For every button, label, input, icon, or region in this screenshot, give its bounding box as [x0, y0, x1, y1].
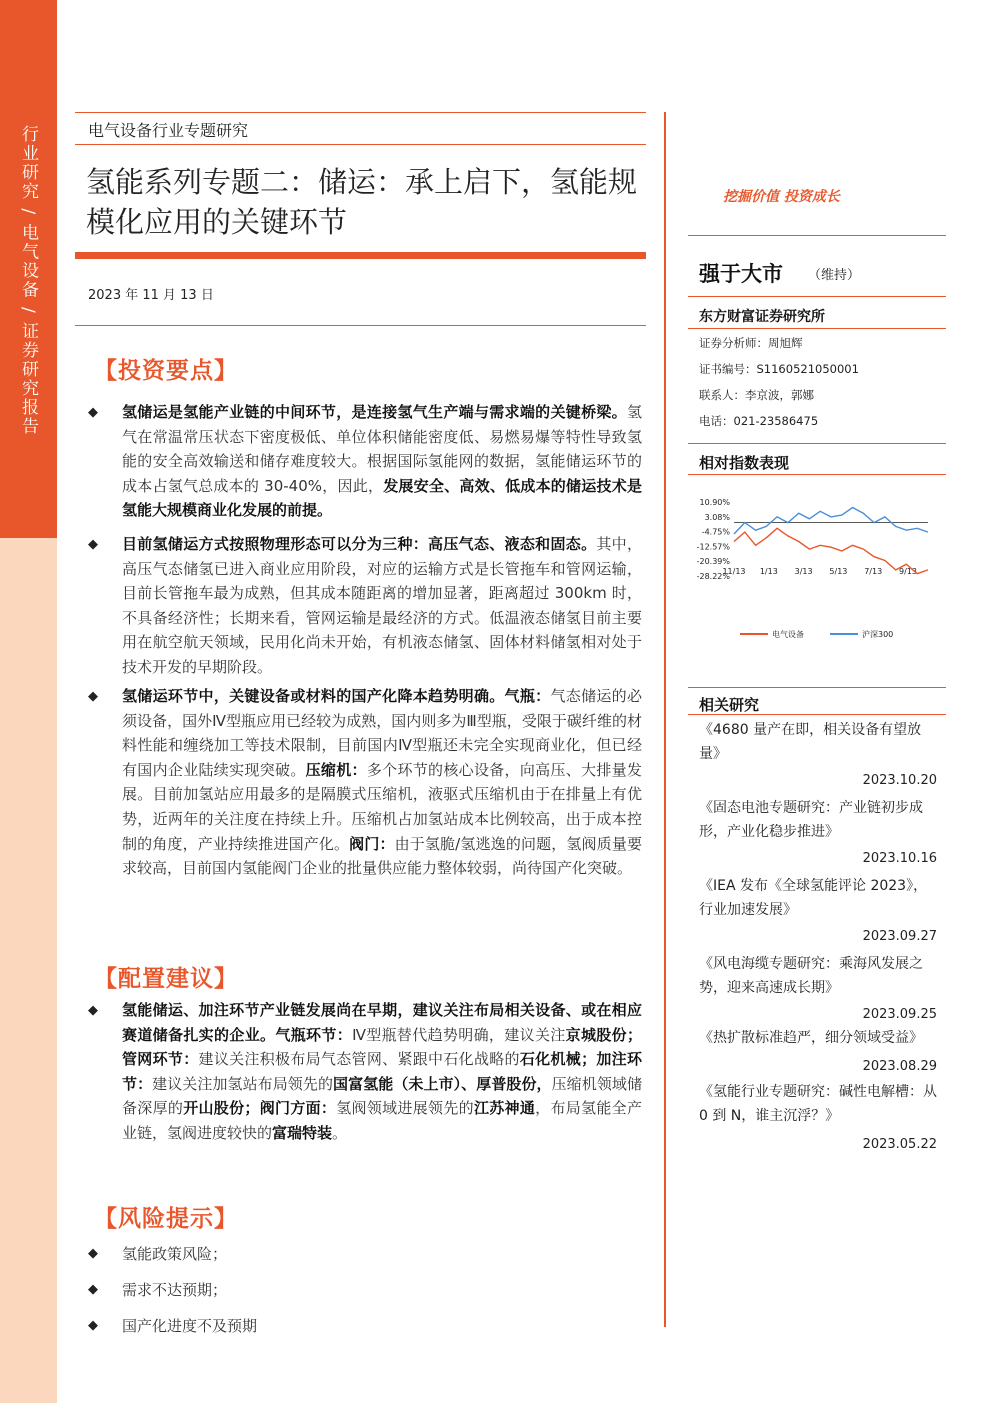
diamond-icon: ◆ [88, 1318, 98, 1333]
related-report-date: 2023.08.29 [862, 1059, 937, 1074]
index-underline [688, 474, 946, 475]
diamond-icon: ◆ [88, 1282, 98, 1297]
config-bold: 石化机械；加注环节： [122, 1050, 642, 1093]
config-paragraph [122, 998, 642, 1146]
date-rule [75, 325, 646, 326]
config-bold: 氢能储运、加注环节产业链发展尚在早期，建议关注布局相关设备、或在相应赛道储备扎实的企业。气瓶环节： [122, 1001, 642, 1044]
slogan: 挖掘价值 投资成长 [723, 189, 840, 205]
related-report-title[interactable]: 《固态电池专题研究：产业链初步成形，产业化稳步推进》 [699, 800, 923, 840]
related-report-title[interactable]: 《风电海缆专题研究：乘海风发展之势，迎来高速成长期》 [699, 956, 923, 996]
section-head-invest: 【投资要点】 [94, 358, 238, 384]
series-line-1 [734, 508, 928, 535]
column-divider [664, 112, 666, 1327]
config-bold: 国富氢能（未上市）、厚普股份， [333, 1074, 552, 1093]
bullet-bold: 氢储运是氢能产业链的中间环节，是连接氢气生产端与需求端的关键桥梁。 [122, 403, 627, 421]
related-report-title[interactable]: 《氢能行业专题研究：碱性电解槽：从 0 到 N，谁主沉浮？》 [699, 1084, 937, 1124]
config-bold: 京城股份；管网环节： [122, 1025, 642, 1069]
y-tick-label: -12.57% [696, 542, 730, 552]
y-tick-label: -4.75% [701, 527, 730, 537]
related-report-date: 2023.09.27 [862, 929, 937, 944]
x-tick-label: 5/13 [829, 567, 848, 576]
bullet-bold: 阀门： [349, 834, 395, 853]
related-report-date: 2023.05.22 [862, 1137, 937, 1152]
diamond-icon: ◆ [88, 405, 98, 420]
section-head-risk: 【风险提示】 [94, 1206, 238, 1232]
y-tick-label: 10.90% [699, 498, 730, 507]
diamond-icon: ◆ [88, 537, 98, 552]
top-rule [75, 112, 646, 113]
y-tick-label: 3.08% [704, 512, 730, 522]
config-text: 建议关注加氢站布局领先的 [152, 1074, 334, 1093]
rating: 强于大市 [699, 262, 783, 286]
config-text: 氢阀领域进展领先的 [336, 1099, 474, 1118]
config-text: Ⅳ型瓶替代趋势明确，建议关注 [352, 1025, 566, 1044]
firm-underline [688, 328, 946, 329]
related-heading: 相关研究 [699, 696, 760, 714]
related-report-title[interactable]: 《IEA 发布《全球氢能评论 2023》，行业加速发展》 [699, 878, 928, 918]
bullet-bold: 氢储运环节中，关键设备或材料的国产化降本趋势明确。气瓶： [122, 687, 551, 705]
category-rule [75, 144, 646, 145]
invest-bullet-3 [122, 684, 642, 881]
sidebar-label: 行业研究 / 电气设备 / 证券研究报告 [18, 125, 38, 437]
y-tick-label: -28.22% [696, 572, 730, 581]
invest-bullet-1 [122, 400, 642, 523]
index-rule [688, 443, 946, 444]
bullet-bold: 发展安全、高效、低成本的储运技术是氢能大规模商业化发展的前提。 [122, 476, 642, 520]
rating-status: （维持） [808, 268, 861, 283]
bullet-bold: 目前氢储运方式按照物理形态可以分为三种：高压气态、液态和固态。 [122, 535, 597, 553]
config-text: 。 [332, 1123, 348, 1142]
bullet-text: 氢气在常温常压状态下密度极低、单位体积储能密度低、易燃易爆等特性导致氢能的安全高效输送和储存难度较大。根据国际氢能网的数据，氢能储运环节的成本占氢气总成本的 30-40%，因此， [122, 403, 642, 495]
bullet-bold: 压缩机： [305, 760, 367, 779]
report-category: 电气设备行业专题研究 [88, 121, 249, 140]
related-report-title[interactable]: 《4680 量产在即，相关设备有望放量》 [699, 722, 922, 762]
invest-bullet-2 [122, 532, 642, 680]
x-tick-label: 7/13 [864, 567, 883, 576]
relative-index-chart [682, 488, 942, 648]
analyst: 证券分析师：周旭辉 [699, 336, 803, 350]
diamond-icon: ◆ [88, 689, 98, 704]
legend-label: 沪深300 [862, 630, 894, 639]
bullet-text: 气态储运的必须设备，国外Ⅳ型瓶应用已经较为成熟，国内则多为Ⅲ型瓶，受限于碳纤维的材料性能和缠绕加工等技术限制，目前国内Ⅳ型瓶还未完全实现商业化，但已经有国内企业陆续实现突破。 [122, 687, 642, 779]
x-tick-label: 9/13 [899, 567, 917, 576]
bullet-text: 由于氢脆/氢逃逸的问题，氢阀质量要求较高，目前国内氢能阀门企业的批量供应能力整体较弱，尚待国产化突破。 [122, 834, 642, 878]
related-report-title[interactable]: 《热扩散标准趋严，细分领域受益》 [699, 1030, 923, 1046]
y-tick-label: -20.39% [696, 557, 730, 567]
x-tick-label: 3/13 [794, 567, 813, 576]
diamond-icon: ◆ [88, 1246, 98, 1261]
legend-label: 电气设备 [772, 630, 804, 639]
firm-rule [688, 296, 946, 297]
rating-rule [688, 235, 946, 236]
config-bold: 富瑞特装 [272, 1123, 333, 1142]
report-title: 氢能系列专题二：储运：承上启下，氢能规模化应用的关键环节 [86, 165, 638, 239]
risk-item: 氢能政策风险； [122, 1245, 228, 1263]
sidebar-lower [0, 538, 57, 1403]
diamond-icon: ◆ [88, 1003, 98, 1018]
x-tick-label: 11/13 [722, 567, 746, 576]
title-bar [75, 252, 646, 259]
bullet-text: 多个环节的核心设备，向高压、大排量发展。目前加氢站应用最多的是隔膜式压缩机，液驱式压缩机由于在排量上有优势，近两年的关注度在持续上升。压缩机占加氢站成本比例较高，出于成本控制的角度，产业持续推进国产化。 [122, 760, 642, 853]
cert-number: 证书编号：S1160521050001 [699, 362, 859, 376]
risk-item: 国产化进度不及预期 [122, 1317, 258, 1335]
related-report-date: 2023.09.25 [862, 1007, 937, 1022]
related-report-date: 2023.10.20 [862, 773, 937, 788]
index-heading: 相对指数表现 [699, 454, 790, 472]
config-text: 建议关注积极布局气态管网、紧跟中石化战略的 [198, 1050, 520, 1069]
report-date: 2023 年 11 月 13 日 [88, 288, 214, 303]
contact: 联系人：李京波，郭娜 [699, 388, 814, 402]
phone: 电话：021-23586475 [699, 414, 819, 428]
config-text: 压缩机领域储备深厚的 [122, 1074, 642, 1118]
config-bold: 江苏神通 [473, 1099, 536, 1118]
section-head-config: 【配置建议】 [94, 966, 238, 992]
bullet-text: 其中，高压气态储氢已进入商业应用阶段，对应的运输方式是长管拖车和管网运输，目前长管拖车最为成熟，但其成本随距离的增加显著，距离超过 300km 时，不具备经济性；长期来看，管网运输是最经济的方式。低温液态储氢目前主要用在航空航天领域，民用化尚未开始，有机液态储氢、固体材料储氢相对处于技术开发的早期阶段。 [122, 535, 642, 676]
risk-item: 需求不达预期； [122, 1281, 228, 1299]
x-tick-label: 1/13 [759, 567, 778, 576]
related-rule [688, 687, 946, 688]
config-bold: 开山股份；阀门方面： [183, 1099, 337, 1118]
firm-name: 东方财富证券研究所 [699, 309, 825, 325]
config-text: ，布局氢能全产业链，氢阀进度较快的 [122, 1099, 642, 1142]
related-report-date: 2023.10.16 [862, 851, 937, 866]
related-underline [688, 714, 946, 715]
